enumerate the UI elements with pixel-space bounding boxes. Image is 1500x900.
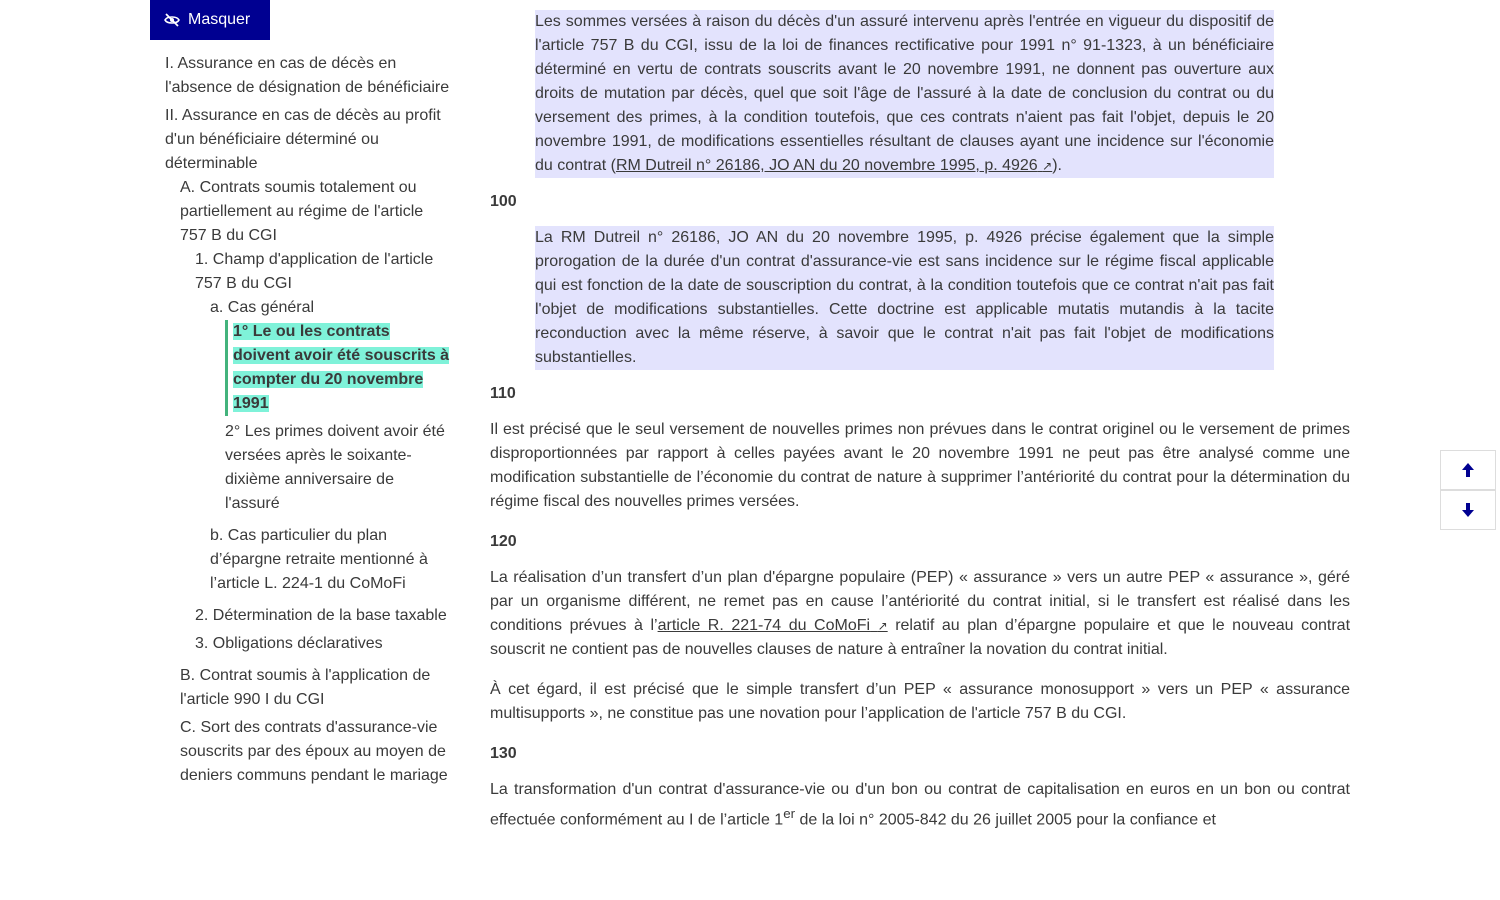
external-link-icon: ↗ (1042, 159, 1053, 173)
toc-item-section-2c[interactable]: C. Sort des contrats d'assurance-vie souscrits par des époux au moyen de deniers communs pendant le mariage (180, 719, 448, 784)
external-link-icon: ↗ (877, 619, 888, 633)
paragraph-110: Il est précisé que le seul versement de nouvelles primes non prévues dans le contrat originel ou le versement de primes disproportionnées par rapport à celles payées avant le 20 novembre 1991 ne peut pas être analysé comme une modification substantielle de l’économie du contrat de nature à supprimer l’antériorité du contrat pour la détermination du régime fiscal des nouvelles primes versées. (490, 421, 1350, 510)
quote-block (535, 10, 1274, 178)
toc-item-section-2a1[interactable]: 1. Champ d'application de l'article 757 B du CGI (195, 251, 434, 292)
toc-item-obligations[interactable]: 3. Obligations déclaratives (195, 635, 383, 652)
table-of-contents (150, 48, 450, 788)
arrow-down-icon (1460, 501, 1476, 519)
scroll-down-button[interactable] (1440, 490, 1496, 530)
toc-item-base-taxable[interactable]: 2. Détermination de la base taxable (195, 607, 447, 624)
p120a-start: La réalisation d’un transfert d’un plan d'épargne populaire (PEP) « assurance » vers un autre PEP « assurance », géré par un organisme différent, ne remet pas en cause l’antériorité du contrat initial, si le transfert est réalisé dans les conditions prévues à l’ (490, 569, 1350, 634)
paragraph-number-130: 130 (490, 745, 517, 762)
toc-item-section-2a[interactable]: A. Contrats soumis totalement ou partiellement au régime de l'article 757 B du CGI (180, 179, 424, 244)
toc-item-section-2b[interactable]: B. Contrat soumis à l'application de l'article 990 I du CGI (180, 667, 431, 708)
paragraph-120-a (490, 566, 1350, 662)
toc-item-cas-particulier[interactable]: b. Cas particulier du plan d’épargne retraite mentionné à l’article L. 224-1 du CoMoFi (210, 527, 428, 592)
paragraph-number-110: 110 (490, 385, 516, 402)
hide-toc-button[interactable] (150, 0, 270, 40)
toc-item-primes[interactable]: 2° Les primes doivent avoir été versées après le soixante-dixième anniversaire de l'assuré (225, 423, 445, 512)
arrow-up-icon (1460, 461, 1476, 479)
p130-superscript: er (783, 806, 796, 821)
paragraph-number-100: 100 (490, 193, 517, 210)
article-r221-74-link[interactable] (658, 617, 888, 634)
quote-text: Les sommes versées à raison du décès d'un assuré intervenu après l'entrée en vigueur du dispositif de l'article 757 B du CGI, issu de la loi de finances rectificative pour 1991 n° 91-1323, à un bénéficiaire déterminé en vertu de contrats souscrits avant le 20 novembre 1991, ne donnent pas ouverture aux droits de mutation par décès, quel que soit l'âge de l'assuré à la date de conclusion du contrat ou du versement des primes, à la condition toutefois, que ces contrats n'aient pas fait l'objet, depuis le 20 novembre 1991, de modifications essentielles résultant de clauses ayant une incidence sur l'économie du contrat ( (535, 13, 1274, 174)
paragraph-130 (490, 778, 1350, 832)
toc-item-active[interactable] (225, 320, 450, 416)
p130-end: de la loi n° 2005-842 du 26 juillet 2005 pour la confiance et (795, 811, 1216, 829)
rm-dutreil-link[interactable] (616, 157, 1052, 174)
main-content (490, 0, 1350, 848)
hide-toc-label: Masquer (188, 11, 251, 28)
article-r221-74-link-label: article R. 221-74 du CoMoFi (657, 617, 871, 634)
quote-end: ). (1052, 157, 1062, 174)
scroll-up-button[interactable] (1440, 450, 1496, 490)
toc-item-section-1[interactable]: I. Assurance en cas de décès en l'absence de désignation de bénéficiaire (165, 55, 450, 96)
paragraph-120-b: À cet égard, il est précisé que le simple transfert d’un PEP « assurance monosupport » vers un PEP « assurance multisupports », ne constitue pas une novation pour l’application de l'article 757 B du CGI. (490, 681, 1350, 722)
p130-start: La transformation d'un contrat d'assurance-vie ou d'un bon ou contrat de capitalisation en euros en un bon ou contrat effectuée conformément au I de l’article 1 (490, 781, 1350, 829)
quote-block-2: La RM Dutreil n° 26186, JO AN du 20 novembre 1995, p. 4926 précise également que la simple prorogation de la durée d'un contrat d'assurance-vie est sans incidence sur le régime fiscal applicable qui est fonction de la date de souscription du contrat, à la condition toutefois que ce contrat n'ait pas fait l'objet de modifications substantielles. Cette doctrine est applicable mutatis mutandis à la tacite reconduction avec la même réserve, à savoir que le contrat n'ait pas fait l'objet de modifications substantielles. (535, 226, 1274, 370)
toc-item-cas-general[interactable]: a. Cas général (210, 299, 315, 316)
paragraph-number-120: 120 (490, 533, 517, 550)
toc-item-active-label: 1° Le ou les contrats doivent avoir été souscrits à compter du 20 novembre 1991 (233, 323, 450, 412)
toc-item-section-2[interactable]: II. Assurance en cas de décès au profit d'un bénéficiaire déterminé ou déterminable (165, 107, 441, 172)
rm-dutreil-link-label: RM Dutreil n° 26186, JO AN du 20 novembre 1995, p. 4926 (615, 157, 1038, 174)
p120a-end: relatif au plan d’épargne populaire et que le nouveau contrat souscrit ne contient pas de nouvelles clauses de nature à entraîner la novation du contrat initial. (490, 617, 1351, 658)
eye-off-icon (164, 12, 180, 28)
